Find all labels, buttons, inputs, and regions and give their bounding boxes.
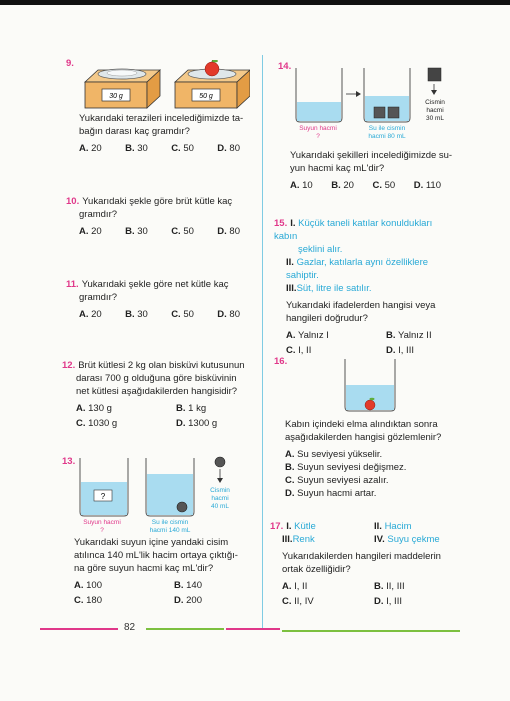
q12-number: 12. (62, 360, 76, 371)
q13-label-obj3: 40 mL (210, 503, 230, 510)
q15-statement-2: Gazlar, katılarla aynı özelliklere sahiptir. (286, 257, 429, 281)
q9-scales-figure (80, 60, 250, 115)
q17-item-3: Renk (292, 534, 315, 545)
q13-label-mix: Su ile cismin (151, 519, 189, 526)
q9-option-d[interactable]: D. 80 (217, 143, 240, 154)
q17-items: 17. I. Kütle II. Hacim III.Renk IV. Suyu çekme (270, 521, 440, 545)
q10-option-d[interactable]: D. 80 (217, 226, 240, 237)
scan-top-edge (0, 0, 510, 5)
q13-question-mark: ? (100, 492, 106, 501)
question-12 (62, 359, 254, 430)
q14-label-obj2: hacmi (426, 107, 444, 114)
q9-scale2-reading: 50 g (199, 93, 213, 100)
q15-option-d[interactable]: D. I, III (386, 345, 414, 356)
q11-option-c[interactable]: C. 50 (171, 309, 194, 320)
q11-option-d[interactable]: D. 80 (217, 309, 240, 320)
q16-option-c[interactable]: C. Suyun seviyesi azalır. (285, 475, 389, 486)
q12-option-d[interactable]: D. 1300 g (176, 418, 218, 429)
q17-item-1: Kütle (294, 521, 316, 532)
q10-option-a[interactable]: A. 20 (79, 226, 102, 237)
q13-label-water: Suyun hacmi (83, 519, 121, 526)
page-number: 82 (124, 622, 136, 633)
question-13-text (74, 536, 254, 607)
q15-option-c[interactable]: C. I, II (286, 345, 312, 356)
question-9-number (66, 57, 77, 70)
q12-option-a[interactable]: A. 130 g (76, 403, 112, 414)
question-13-number: 13. (62, 456, 76, 467)
q16-option-a[interactable]: A. Su seviyesi yükselir. (285, 449, 383, 460)
footer-rule-green (146, 628, 224, 630)
q14-option-a[interactable]: A. 10 (290, 180, 313, 191)
q13-option-c[interactable]: C. 180 (74, 595, 102, 606)
q14-option-d[interactable]: D. 110 (413, 180, 441, 191)
q15-statement-3: Süt, litre ile satılır. (296, 283, 372, 294)
column-divider (262, 55, 263, 630)
q9-scale1-reading: 30 g (109, 93, 123, 100)
q15-line1: Yukarıdaki ifadelerden hangisi veya (286, 300, 436, 311)
q9-option-c[interactable]: C. 50 (171, 143, 194, 154)
q12-option-b[interactable]: B. 1 kg (176, 403, 207, 414)
q13-options (74, 579, 254, 607)
q17-line2: ortak özelliğidir? (282, 564, 351, 575)
q14-line1: Yukarıdaki şekilleri incelediğimizde su- (290, 150, 453, 161)
q14-option-b[interactable]: B. 20 (331, 180, 354, 191)
q17-option-b[interactable]: B. II, III (374, 581, 405, 592)
q11-number: 11. (66, 279, 79, 290)
q10-line1: Yukarıdaki şekle göre brüt kütle kaç (82, 196, 233, 207)
question-11 (66, 278, 254, 321)
q15-options (274, 329, 456, 357)
q10-options (66, 225, 254, 238)
question-16-number: 16. (274, 356, 288, 367)
question-10 (66, 195, 254, 238)
q12-line2: darası 700 g olduğuna göre bisküvinin (76, 373, 237, 384)
q14-option-c[interactable]: C. 50 (372, 180, 396, 191)
q15-statement-1: Küçük taneli katılar konuldukları kabın (274, 218, 433, 242)
arrow-right-icon (356, 91, 361, 97)
q15-option-b[interactable]: B. Yalnız II (386, 330, 432, 341)
q13-line1: Yukarıdaki suyun içine yandaki cisim (74, 537, 229, 548)
q11-options (66, 308, 254, 321)
q17-item-4: Suyu çekme (387, 534, 440, 545)
q10-line2: gramdır? (79, 209, 118, 220)
q13-label-water-q: ? (100, 527, 104, 534)
q17-number: 17. (270, 521, 284, 532)
q13-line2: atılınca 140 mL'lik hacim ortaya çıktığı- (74, 550, 238, 561)
footer-rule-pink-left (40, 628, 118, 630)
q13-beakers-figure (72, 450, 252, 536)
q16-option-d[interactable]: D. Suyun hacmi artar. (285, 488, 377, 499)
question-17 (270, 520, 458, 608)
q17-options (270, 580, 458, 608)
footer-rule-green-right (282, 630, 460, 632)
q16-line2: aşağıdakilerden hangisi gözlemlenir? (285, 432, 442, 443)
q13-label-obj2: hacmi (211, 495, 229, 502)
q13-option-d[interactable]: D. 200 (174, 595, 202, 606)
q14-label-obj3: 30 mL (425, 115, 445, 122)
q13-label-mix2: hacmi 140 mL (149, 527, 191, 534)
q9-options (79, 142, 254, 155)
apple-icon (365, 400, 375, 410)
q16-option-b[interactable]: B. Suyun seviyesi değişmez. (285, 462, 407, 473)
q10-option-b[interactable]: B. 30 (125, 226, 148, 237)
q14-label-obj1: Cismin (425, 99, 445, 106)
q13-label-obj1: Cismin (210, 487, 230, 494)
question-9-text (79, 112, 254, 155)
footer-rule-pink-right (226, 628, 280, 630)
q13-object-icon (215, 457, 225, 467)
q11-option-b[interactable]: B. 30 (125, 309, 148, 320)
q10-number: 10. (66, 196, 80, 207)
q13-line3: na göre suyun hacmi kaç mL'dir? (74, 563, 214, 574)
q16-beaker-figure (340, 355, 400, 415)
q13-option-a[interactable]: A. 100 (74, 580, 102, 591)
question-16-text (285, 418, 457, 500)
q11-option-a[interactable]: A. 20 (79, 309, 102, 320)
q12-options (62, 402, 254, 430)
q17-option-a[interactable]: A. I, II (282, 581, 308, 592)
q14-line2: yun hacmi kaç mL'dir? (290, 163, 385, 174)
q16-line1: Kabın içindeki elma alındıktan sonra (285, 419, 438, 430)
q13-option-b[interactable]: B. 140 (174, 580, 202, 591)
q14-label-mix2: hacmi 80 mL (368, 133, 406, 140)
q9-line2: bağın darası kaç gramdır? (79, 126, 190, 137)
q15-line2: hangileri doğrudur? (286, 313, 368, 324)
q9-option-b[interactable]: B. 30 (125, 143, 148, 154)
q14-beakers-figure (288, 60, 458, 144)
q14-cube-icon (428, 68, 441, 81)
q9-option-a[interactable]: A. 20 (79, 143, 102, 154)
q12-line1: Brüt kütlesi 2 kg olan bisküvi kutusunun (78, 360, 245, 371)
q14-label-water2: ? (316, 133, 320, 140)
q9-number: 9. (66, 58, 74, 69)
q12-option-c[interactable]: C. 1030 g (76, 418, 118, 429)
question-14-text (290, 149, 455, 192)
apple-icon (205, 62, 219, 76)
q9-line1: Yukarıdaki terazileri incelediğimizde ta- (79, 113, 244, 124)
q14-label-mix1: Su ile cismin (368, 125, 406, 132)
q17-option-c[interactable]: C. II, IV (282, 596, 314, 607)
question-14-number: 14. (278, 61, 292, 72)
q14-label-water1: Suyun hacmi (299, 125, 337, 132)
q11-line2: gramdır? (79, 292, 118, 303)
q12-line3: net kütlesi aşağıdakilerden hangisidir? (76, 386, 238, 397)
q17-item-2: Hacim (384, 521, 412, 532)
q11-line1: Yukarıdaki şekle göre net kütle kaç (81, 279, 229, 290)
question-15: 15. I. Küçük taneli katılar konuldukları kabın şeklini alır. II. Gazlar, katılarla aynı özelliklere sahiptir. III.Süt, litre ile satılır. Yukarıdaki ifadelerden hangisi veya hangileri doğrudur? A. Yalnız I B. Yalnız II C. I, II D. I, III (274, 217, 456, 357)
q10-option-c[interactable]: C. 50 (171, 226, 194, 237)
q15-number: 15. (274, 218, 288, 229)
q15-statement-1b: şeklini alır. (298, 244, 343, 255)
q14-options (290, 179, 455, 192)
q15-option-a[interactable]: A. Yalnız I (286, 330, 329, 341)
q17-line1: Yukarıdakilerden hangileri maddelerin (282, 551, 441, 562)
q17-option-d[interactable]: D. I, III (374, 596, 402, 607)
